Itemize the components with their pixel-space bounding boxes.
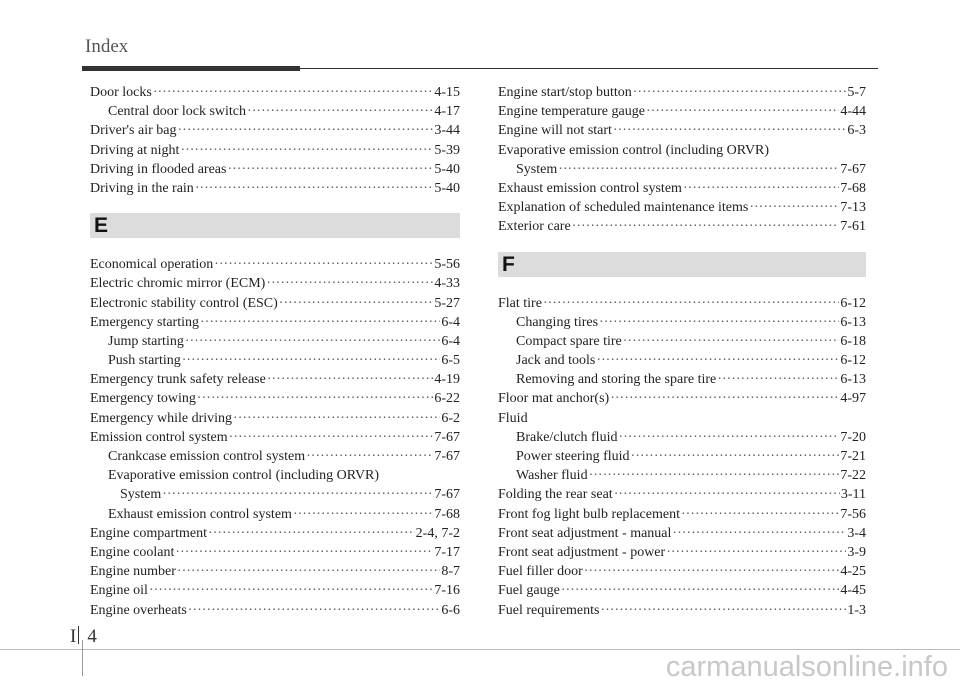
dot-leader <box>267 370 434 389</box>
entry-page: 5-56 <box>434 257 460 273</box>
entry-term: Changing tires <box>516 314 599 330</box>
index-entry <box>498 562 866 581</box>
entries-f <box>498 294 866 409</box>
entry-page: 4-17 <box>434 104 460 120</box>
dot-leader <box>247 102 433 121</box>
index-entry <box>90 179 460 198</box>
header-rule-thick <box>82 66 300 71</box>
entries-e2 <box>90 505 460 620</box>
index-entry <box>498 389 866 408</box>
entry-term: Push starting <box>108 353 181 369</box>
page-label: 4 <box>87 626 97 647</box>
entry-page: 3-44 <box>434 123 460 139</box>
index-entry <box>90 83 460 102</box>
entry-page: 7-20 <box>840 429 866 445</box>
index-entry <box>498 543 866 562</box>
footer-rule <box>0 649 960 650</box>
entry-term: Door locks <box>90 85 152 100</box>
index-subentry <box>90 351 460 370</box>
entry-term: Engine oil <box>90 583 148 599</box>
entry-page: 7-67 <box>434 429 460 445</box>
dot-leader <box>208 524 415 543</box>
dot-leader <box>178 121 434 140</box>
entry-term: Explanation of scheduled maintenance items <box>498 200 749 216</box>
dot-leader <box>618 428 839 447</box>
entry-term: Driving in flooded areas <box>90 161 227 177</box>
dot-leader <box>589 466 840 485</box>
dot-leader <box>175 543 433 562</box>
entry-term: Economical operation <box>90 257 214 273</box>
entry-term: Jump starting <box>108 333 184 349</box>
index-entry-wrapped <box>90 466 460 504</box>
dot-leader <box>561 581 840 600</box>
index-column-right <box>498 83 866 620</box>
entry-page: 6-2 <box>441 410 460 426</box>
entry-term: Fuel gauge <box>498 583 560 599</box>
entry-page: 6-4 <box>441 333 460 349</box>
dot-leader <box>153 83 434 102</box>
index-entry <box>498 217 866 236</box>
entry-term: Electronic stability control (ESC) <box>90 295 278 311</box>
index-entry <box>498 524 866 543</box>
index-entry <box>90 313 460 332</box>
dot-leader <box>614 485 840 504</box>
index-entry-wrapped <box>498 141 866 179</box>
entries-e <box>90 255 460 466</box>
entry-page: 4-25 <box>840 564 866 580</box>
entry-page: 6-13 <box>840 372 866 388</box>
entries-f2 <box>498 428 866 620</box>
entry-page: 3-11 <box>840 487 866 503</box>
entries-top-left <box>90 83 460 198</box>
entry-page: 5-40 <box>434 161 460 177</box>
dot-leader <box>214 255 433 274</box>
entry-term: Engine overheats <box>90 602 187 618</box>
dot-leader <box>188 601 441 620</box>
section-letter-e: E <box>94 214 109 238</box>
entry-page: 6-22 <box>434 391 460 407</box>
index-entry <box>498 601 866 620</box>
dot-leader <box>584 562 840 581</box>
dot-leader <box>182 351 441 370</box>
entry-page: 6-12 <box>840 353 866 369</box>
entry-term: Electric chromic mirror (ECM) <box>90 276 266 292</box>
entry-page: 7-16 <box>434 583 460 599</box>
entry-term: Crankcase emission control system <box>108 449 306 464</box>
index-entry <box>90 160 460 179</box>
index-subentry <box>498 370 866 389</box>
entry-term: Washer fluid <box>516 468 588 484</box>
entry-page: 7-21 <box>840 449 866 464</box>
entry-continuation <box>90 485 460 504</box>
entry-term: Exterior care <box>498 219 571 235</box>
entry-page: 6-3 <box>847 123 866 139</box>
entry-term: Front fog light bulb replacement <box>498 506 680 522</box>
dot-leader <box>610 389 839 408</box>
index-subentry <box>90 102 460 121</box>
index-subentry <box>498 351 866 370</box>
entry-term: Compact spare tire <box>516 333 622 349</box>
entry-page: 7-22 <box>840 468 866 484</box>
header-rule-thin <box>300 68 878 69</box>
dot-leader <box>613 121 846 140</box>
entry-term: Engine temperature gauge <box>498 104 645 120</box>
entry-term: Central door lock switch <box>108 104 247 120</box>
dot-leader <box>681 505 839 524</box>
entry-term: Engine coolant <box>90 544 175 560</box>
entry-term: Folding the rear seat <box>498 487 613 503</box>
section-letter-f: F <box>502 252 515 276</box>
index-entry <box>90 294 460 313</box>
dot-leader <box>177 562 440 581</box>
entry-page: 4-33 <box>434 276 460 292</box>
entries-top-right-2 <box>498 179 866 237</box>
dot-leader <box>185 332 440 351</box>
entry-term: Floor mat anchor(s) <box>498 391 610 407</box>
entry-term: Driving in the rain <box>90 180 194 196</box>
dot-leader <box>631 447 840 466</box>
dot-leader <box>227 160 433 179</box>
index-entry <box>498 581 866 600</box>
dot-leader <box>233 409 440 428</box>
entry-page: 7-68 <box>434 506 460 522</box>
entry-term: Driver's air bag <box>90 123 177 139</box>
entry-page: 7-13 <box>840 200 866 216</box>
index-entry <box>498 121 866 140</box>
entry-page: 3-9 <box>847 544 866 560</box>
index-entry-heading <box>498 409 866 428</box>
entry-term: Removing and storing the spare tire <box>516 372 717 388</box>
dot-leader <box>623 332 840 351</box>
index-entry <box>498 83 866 102</box>
index-entry <box>90 543 460 562</box>
index-subentry <box>498 313 866 332</box>
index-entry <box>498 102 866 121</box>
page-number <box>70 626 97 648</box>
entry-page: 2-4, 7-2 <box>415 525 460 541</box>
index-subentry <box>498 466 866 485</box>
index-entry <box>90 409 460 428</box>
entry-page: 7-61 <box>840 219 866 235</box>
dot-leader <box>599 313 839 332</box>
index-entry <box>90 274 460 293</box>
entry-page: 7-68 <box>840 180 866 196</box>
dot-leader <box>749 198 839 217</box>
entry-term: Power steering fluid <box>516 449 630 464</box>
dot-leader <box>293 505 433 524</box>
entry-continuation <box>498 160 866 179</box>
index-entry <box>90 428 460 447</box>
entry-term: Engine number <box>90 564 176 580</box>
index-entry <box>90 524 460 543</box>
entry-term: Evaporative emission control (including ORVR) <box>108 468 380 484</box>
dot-leader <box>200 313 440 332</box>
dot-leader <box>266 274 433 293</box>
index-subentry <box>498 428 866 447</box>
entry-page: 1-3 <box>847 602 866 618</box>
index-entry <box>90 370 460 389</box>
entry-term: Engine will not start <box>498 123 612 139</box>
dot-leader <box>279 294 434 313</box>
dot-leader <box>683 179 839 198</box>
entry-term: Fuel requirements <box>498 602 600 618</box>
entry-page: 4-15 <box>434 85 460 100</box>
index-entry <box>498 294 866 313</box>
entry-term: Emergency towing <box>90 391 196 407</box>
entry-page: 7-17 <box>434 544 460 560</box>
entry-page: 4-44 <box>840 104 866 120</box>
index-entry <box>498 198 866 217</box>
entry-page: 6-13 <box>840 314 866 330</box>
entry-term: Jack and tools <box>516 353 596 369</box>
entry-page: 7-67 <box>434 449 460 464</box>
entry-term: Exhaust emission control system <box>108 506 292 522</box>
index-subentry <box>90 332 460 351</box>
entry-page: 7-56 <box>840 506 866 522</box>
entry-page: 5-27 <box>434 295 460 311</box>
entry-term-cont: System <box>120 487 162 503</box>
index-entry <box>498 179 866 198</box>
index-subentry <box>498 447 866 466</box>
entry-page: 4-45 <box>840 583 866 599</box>
index-subentry <box>498 332 866 351</box>
entry-term: Brake/clutch fluid <box>516 429 618 445</box>
entry-term-cont: System <box>516 161 558 177</box>
dot-leader <box>572 217 840 236</box>
dot-leader <box>672 524 846 543</box>
dot-leader <box>197 389 433 408</box>
entry-term: Exhaust emission control system <box>498 180 682 196</box>
dot-leader <box>646 102 839 121</box>
dot-leader <box>162 485 433 504</box>
entry-page: 5-40 <box>434 180 460 196</box>
watermark: carmanualsonline.info <box>665 651 948 683</box>
index-entry <box>90 389 460 408</box>
section-bar-f <box>498 252 866 277</box>
index-entry <box>90 601 460 620</box>
entry-term: Fluid <box>498 410 528 426</box>
entry-page: 3-4 <box>847 525 866 541</box>
dot-leader <box>666 543 846 562</box>
entry-term: Fuel filler door <box>498 564 583 580</box>
index-entry <box>90 581 460 600</box>
entry-page: 7-67 <box>434 487 460 503</box>
index-column-left <box>90 83 460 620</box>
index-subentry <box>90 505 460 524</box>
entry-term: Flat tire <box>498 295 542 311</box>
dot-leader <box>633 83 847 102</box>
entry-page: 4-97 <box>840 391 866 407</box>
entry-page: 6-18 <box>840 333 866 349</box>
entry-page: 5-7 <box>847 85 866 100</box>
dot-leader <box>600 601 846 620</box>
entry-term: Engine compartment <box>90 525 208 541</box>
index-entry <box>498 485 866 504</box>
entry-term: Emergency while driving <box>90 410 233 426</box>
dot-leader <box>149 581 433 600</box>
dot-leader <box>596 351 839 370</box>
index-entry <box>90 255 460 274</box>
index-entry <box>90 121 460 140</box>
dot-leader <box>229 428 434 447</box>
entry-term: Evaporative emission control (including ORVR) <box>498 142 770 158</box>
entry-page: 8-7 <box>441 564 460 580</box>
dot-leader <box>543 294 839 313</box>
entry-page: 6-4 <box>441 314 460 330</box>
entry-page: 6-12 <box>840 295 866 311</box>
crop-mark <box>82 640 83 676</box>
entry-term: Front seat adjustment - power <box>498 544 666 560</box>
dot-leader <box>306 447 433 466</box>
index-subentry <box>90 447 460 466</box>
dot-leader <box>717 370 839 389</box>
index-entry <box>90 141 460 160</box>
index-entry <box>90 562 460 581</box>
entry-page: 4-19 <box>434 372 460 388</box>
entries-top-right <box>498 83 866 141</box>
section-bar-e <box>90 213 460 238</box>
dot-leader <box>195 179 434 198</box>
entry-term: Emergency trunk safety release <box>90 372 266 388</box>
section-label: I <box>70 626 77 647</box>
entry-page: 6-5 <box>441 353 460 369</box>
page-number-separator <box>78 626 79 644</box>
index-entry <box>498 505 866 524</box>
dot-leader <box>180 141 433 160</box>
page-title: Index <box>85 36 129 57</box>
entry-term: Emergency starting <box>90 314 199 330</box>
entry-page: 5-39 <box>434 142 460 158</box>
entry-page: 6-6 <box>441 602 460 618</box>
dot-leader <box>558 160 839 179</box>
entry-term: Front seat adjustment - manual <box>498 525 672 541</box>
entry-term: Driving at night <box>90 142 180 158</box>
entry-term: Engine start/stop button <box>498 85 632 100</box>
entry-term: Emission control system <box>90 429 228 445</box>
entry-page: 7-67 <box>840 161 866 177</box>
